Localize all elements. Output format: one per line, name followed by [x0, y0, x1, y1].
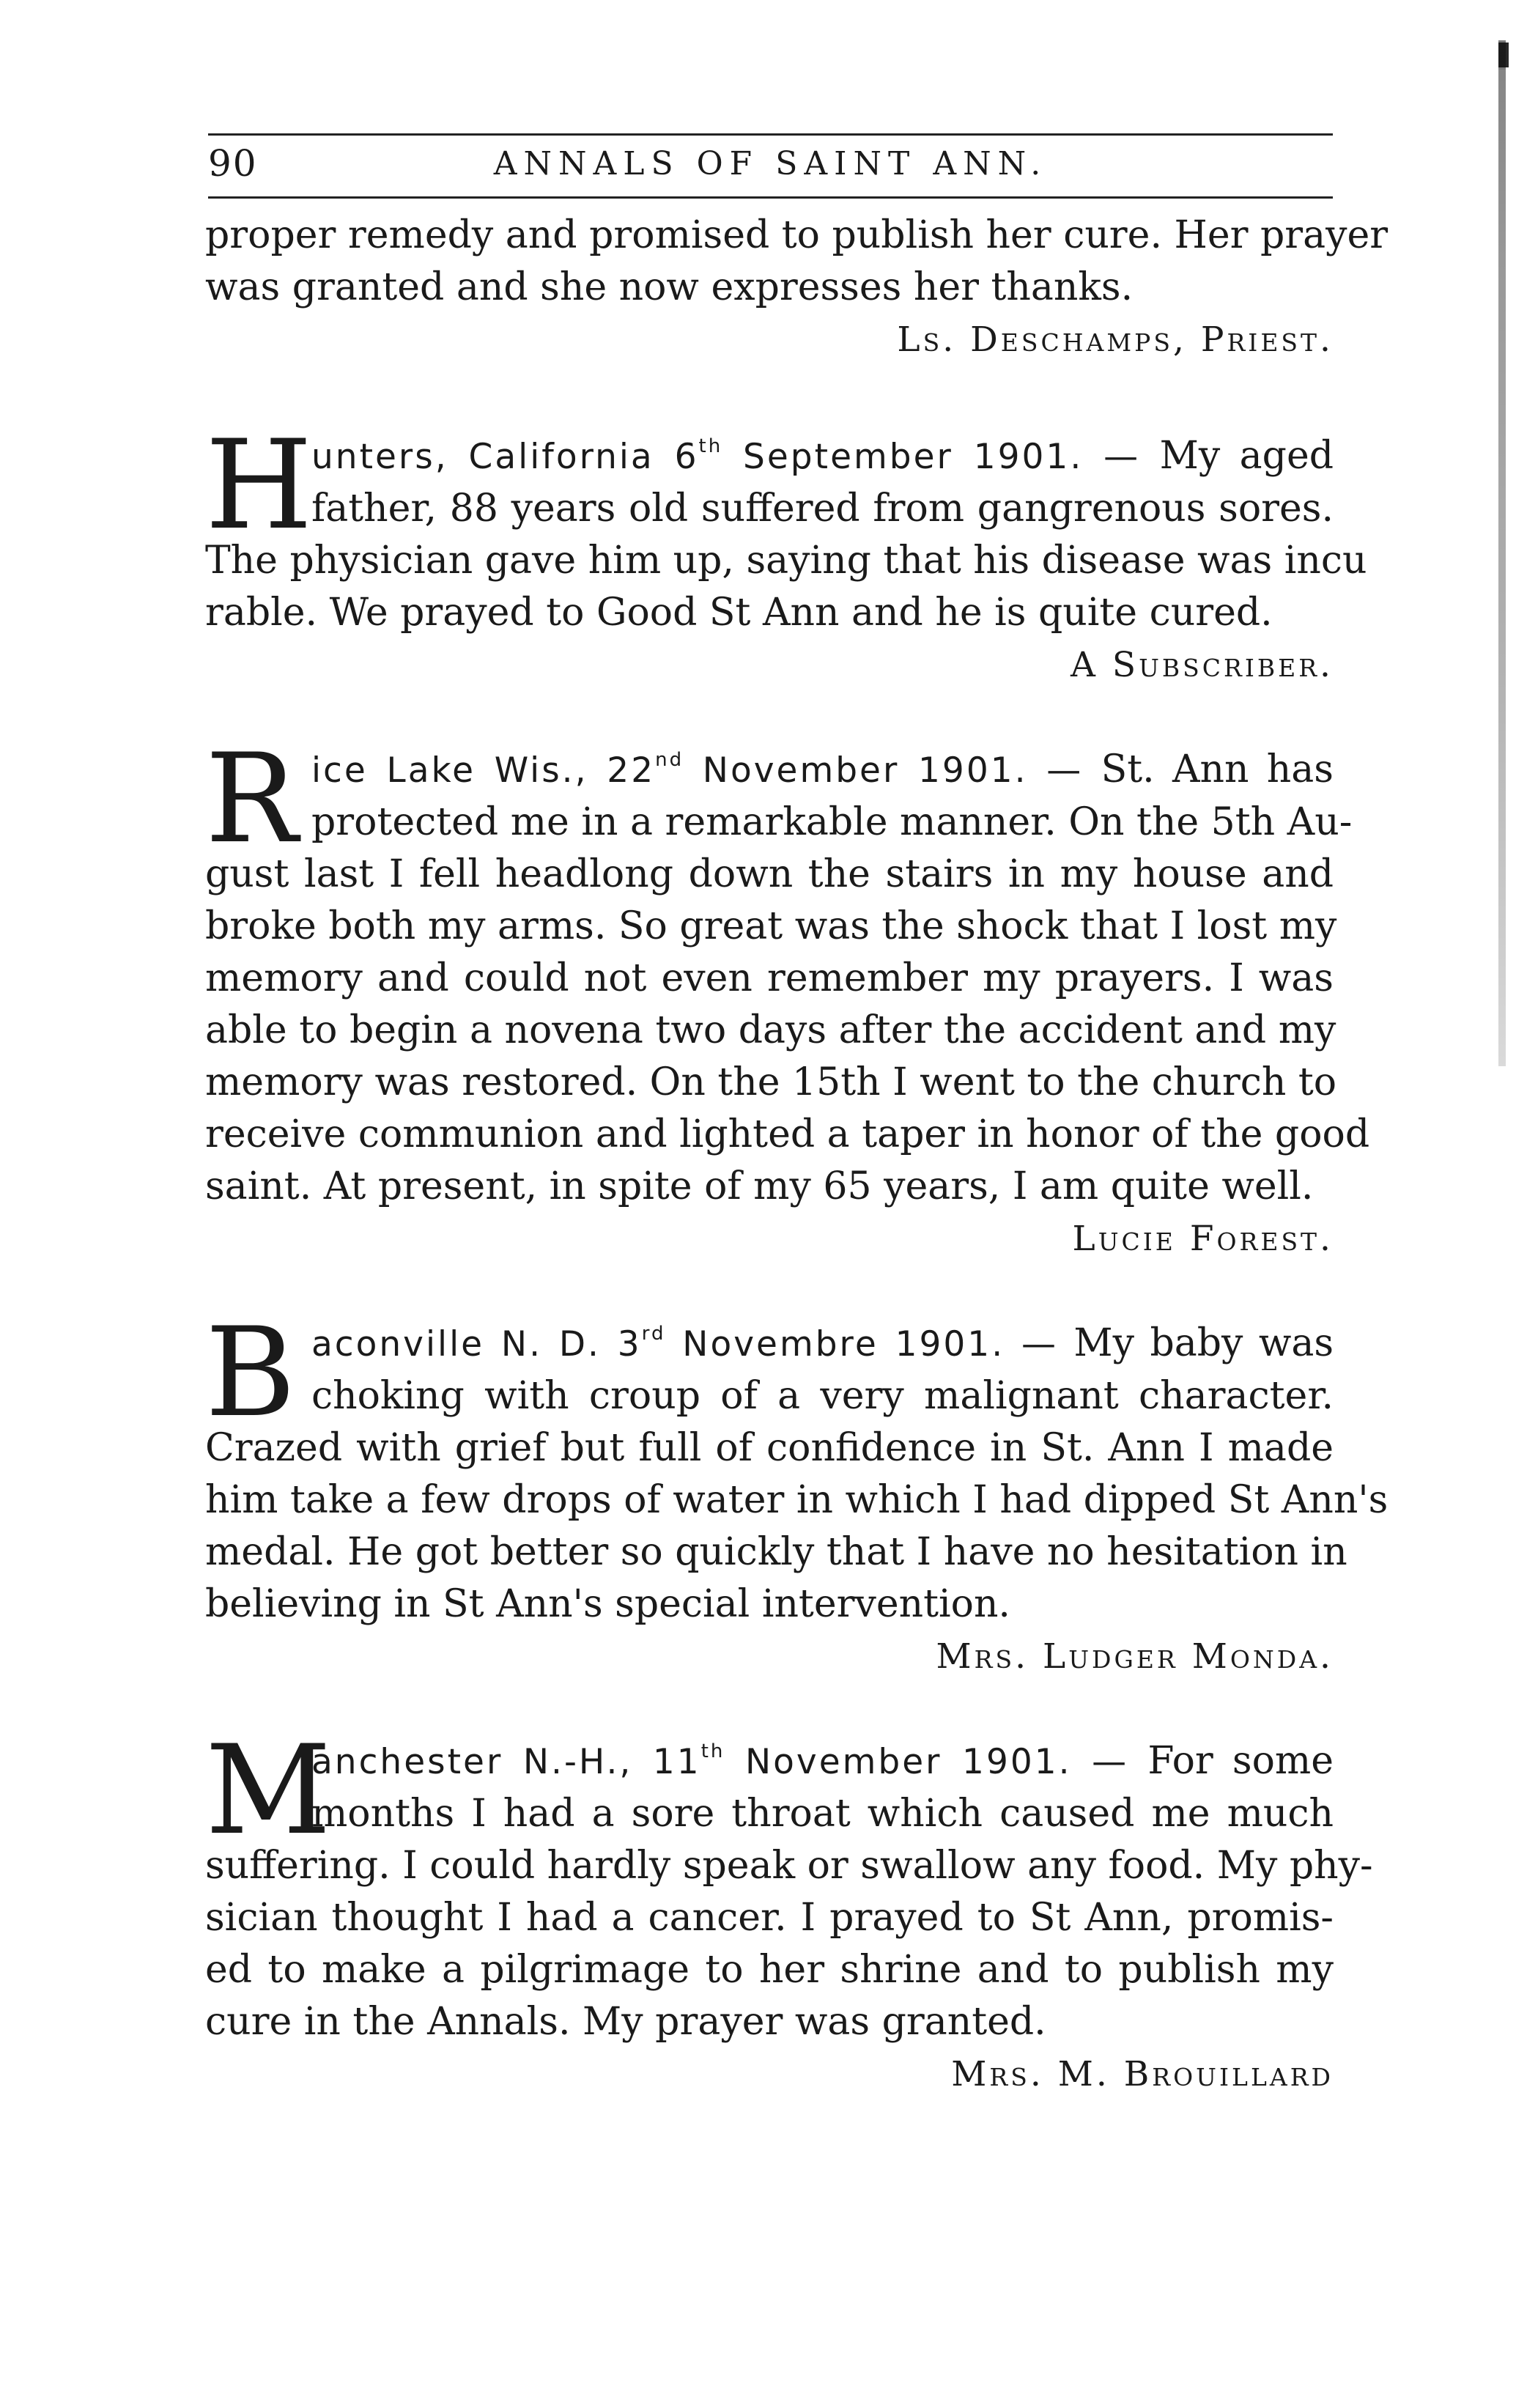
body-line: ed to make a pilgrimage to her shrine and to publish my — [205, 1948, 1334, 1992]
body-line: proper remedy and promised to publish her cure. Her prayer — [205, 213, 1389, 257]
signature: Lucie Forest. — [1072, 1219, 1334, 1259]
testimonial-entry — [205, 727, 1370, 1265]
body-line: Crazed with grief but full of confidence in St. Ann I made — [205, 1426, 1334, 1470]
body-line: believing in St Ann's special intervention. — [205, 1582, 1010, 1626]
signature: A Subscriber. — [1070, 645, 1334, 685]
body-line: gust last I fell headlong down the stairs in my house and — [205, 852, 1334, 896]
body-line: receive communion and lighted a taper in honor of the good — [205, 1112, 1370, 1156]
header-rule-bottom — [208, 196, 1333, 199]
entry-first-line: aconville N. D. 3rd Novembre 1901. — My baby was — [311, 1321, 1334, 1365]
entry-heading: ice Lake Wis., 22nd November 1901. — — [311, 749, 1084, 791]
body-line: protected me in a remarkable manner. On the 5th Au- — [311, 800, 1353, 844]
entry-heading: aconville N. D. 3rd Novembre 1901. — — [311, 1323, 1058, 1364]
body-line: choking with croup of a very malignant character. — [311, 1374, 1334, 1418]
signature: Mrs. M. Brouillard — [951, 2054, 1334, 2094]
body-line: broke both my arms. So great was the shock that I lost my — [205, 904, 1337, 948]
body-line: saint. At present, in spite of my 65 years, I am quite well. — [205, 1164, 1314, 1208]
page-body — [205, 210, 1389, 2100]
body-line: him take a few drops of water in which I had dipped St Ann's — [205, 1478, 1389, 1522]
drop-cap: H — [205, 413, 313, 557]
body-line: cure in the Annals. My prayer was granted. — [205, 2000, 1046, 2044]
entry-first-line: ice Lake Wis., 22nd November 1901. — St. Ann has — [311, 747, 1334, 791]
drop-cap: M — [205, 1718, 332, 1862]
body-line: suffering. I could hardly speak or swallow any food. My phy- — [205, 1844, 1373, 1888]
body-line: medal. He got better so quickly that I have no hesitation in — [205, 1530, 1347, 1574]
body-line: memory and could not even remember my prayers. I was — [205, 956, 1334, 1000]
page-header — [208, 138, 1333, 189]
body-line: sician thought I had a cancer. I prayed to St Ann, promis- — [205, 1896, 1334, 1940]
header-rule-top — [208, 133, 1333, 136]
page-number: 90 — [208, 142, 258, 185]
body-line: father, 88 years old suffered from gangrenous sores. — [311, 487, 1334, 531]
testimonial-entry — [205, 1718, 1373, 2100]
running-head: ANNALS OF SAINT ANN. — [493, 145, 1048, 182]
entry-heading: unters, California 6th September 1901. — — [311, 435, 1141, 477]
body-line: rable. We prayed to Good St Ann and he is quite cured. — [205, 591, 1273, 635]
body-line: able to begin a novena two days after the accident and my — [205, 1008, 1336, 1052]
drop-cap: B — [205, 1301, 296, 1444]
signature: Ls. Deschamps, Priest. — [897, 320, 1334, 360]
entry-first-line: unters, California 6th September 1901. — My aged — [311, 434, 1334, 478]
entry-heading: anchester N.-H., 11th November 1901. — — [311, 1740, 1129, 1782]
entry-first-line: anchester N.-H., 11th November 1901. — For some — [311, 1739, 1334, 1783]
body-line: was granted and she now expresses her thanks. — [205, 265, 1134, 309]
testimonial-entry — [205, 413, 1367, 691]
body-line: memory was restored. On the 15th I went to the church to — [205, 1060, 1337, 1104]
body-line: The physician gave him up, saying that his disease was incu — [205, 539, 1367, 583]
drop-cap: R — [205, 727, 298, 871]
testimonial-entry — [205, 1301, 1389, 1683]
body-line: months I had a sore throat which caused me much — [311, 1792, 1334, 1836]
signature: Mrs. Ludger Monda. — [936, 1636, 1334, 1677]
scan-edge-shadow — [1498, 40, 1506, 1066]
